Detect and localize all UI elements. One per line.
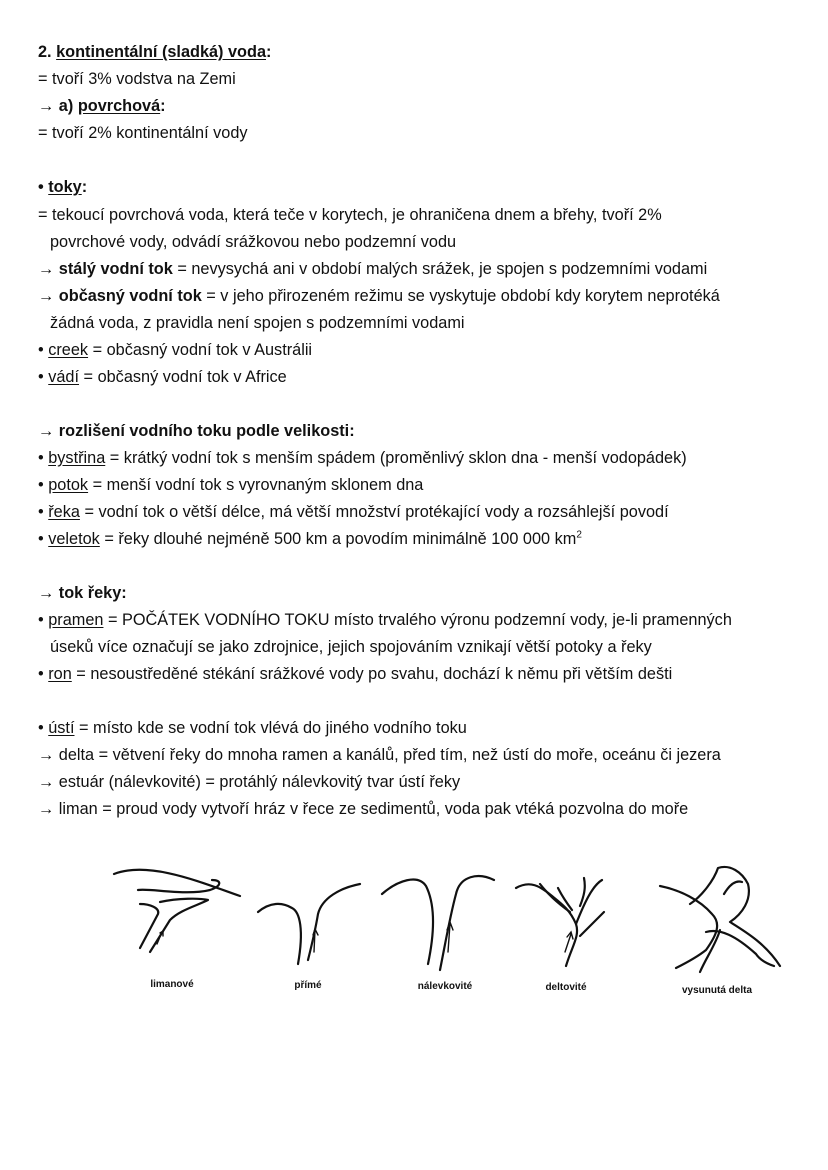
pramen-item-cont: úseků více označují se jako zdrojnice, jejich spojováním vznikají větší potoky a řeky: [50, 638, 652, 656]
size-item: • potok = menší vodní tok s vyrovnaným sklonem dna: [38, 476, 424, 494]
liman-item: → liman = proud vody vytvoří hráz v řece ze sedimentů, voda pak vtéká pozvolna do moře: [38, 800, 689, 818]
section-title: kontinentální (sladká) voda: [56, 43, 266, 61]
delta-mouth-sketch: [516, 878, 604, 966]
toky-heading: • toky:: [38, 178, 88, 196]
pramen-item: • pramen = POČÁTEK VODNÍHO TOKU místo trvalého výronu podzemní vody, je-li pramenných: [38, 611, 732, 629]
freshwater-share: = tvoří 3% vodstva na Zemi: [38, 70, 236, 88]
diagram-caption: vysunutá delta: [681, 985, 753, 996]
estuary-mouth-sketch: [382, 876, 494, 970]
size-heading: → rozlišení vodního toku podle velikosti:: [38, 422, 355, 440]
river-mouth-diagram: [0, 840, 828, 1010]
diagram-caption: nálevkovité: [417, 981, 473, 992]
occasional-stream-cont: žádná voda, z pravidla není spojen s podzemními vodami: [50, 314, 465, 332]
diagram-caption: limanové: [150, 979, 194, 990]
section-heading: 2. kontinentální (sladká) voda:: [38, 43, 272, 61]
size-item: • řeka = vodní tok o větší délce, má větší množství protékající vody a rozsáhlejší povodí: [38, 503, 669, 521]
liman-mouth-sketch: [114, 870, 240, 952]
protruding-delta-sketch: [660, 867, 780, 972]
permanent-stream: → stálý vodní tok = nevysychá ani v období malých srážek, je spojen s podzemními vodami: [38, 260, 708, 278]
ron-item: • ron = nesoustředěné stékání srážkové vody po svahu, dochází k němu při větším dešti: [38, 665, 673, 683]
surface-water-share: = tvoří 2% kontinentální vody: [38, 124, 248, 142]
occasional-stream: → občasný vodní tok = v jeho přirozeném režimu se vyskytuje období kdy korytem neprotéká: [38, 287, 720, 305]
surface-water-heading: → a) povrchová:: [38, 97, 166, 115]
diagram-caption: deltovité: [545, 982, 587, 993]
straight-mouth-sketch: [258, 884, 360, 964]
diagram-caption: přímé: [294, 980, 322, 991]
flow-heading: → tok řeky:: [38, 584, 127, 602]
toky-definition-cont: povrchové vody, odvádí srážkovou nebo podzemní vodu: [50, 233, 457, 251]
size-item: • veletok = řeky dlouhé nejméně 500 km a povodím minimálně 100 000 $km^2$: [38, 529, 582, 548]
toky-definition: = tekoucí povrchová voda, která teče v korytech, je ohraničena dnem a břehy, tvoří 2%: [38, 206, 662, 224]
vadi-item: • vádí = občasný vodní tok v Africe: [38, 368, 287, 386]
creek-item: • creek = občasný vodní tok v Austrálii: [38, 341, 313, 359]
size-item: • bystřina = krátký vodní tok s menším spádem (proměnlivý sklon dna - menší vodopádek): [38, 449, 687, 467]
estuary-item: → estuár (nálevkovité) = protáhlý nálevkovitý tvar ústí řeky: [38, 773, 461, 791]
usti-item: • ústí = místo kde se vodní tok vlévá do jiného vodního toku: [38, 719, 467, 737]
delta-item: → delta = větvení řeky do mnoha ramen a kanálů, před tím, než ústí do moře, oceánu či jezera: [38, 746, 721, 764]
